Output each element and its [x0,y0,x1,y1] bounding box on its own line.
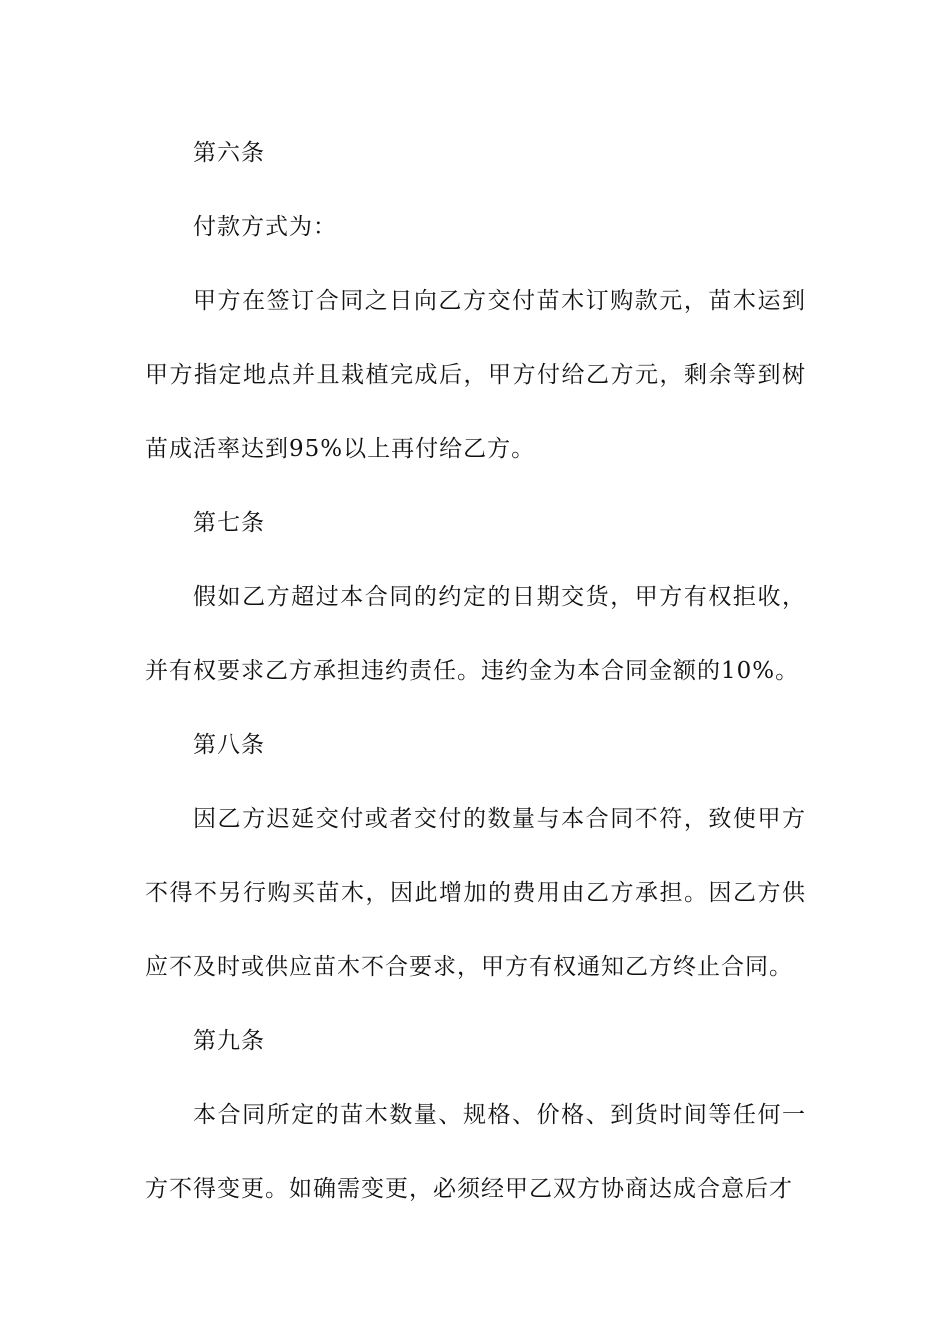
document-body [145,116,806,1226]
article-heading-8: 第八条 [193,732,265,758]
article-heading-9: 第九条 [193,1028,265,1054]
paragraph-contract-changes: 本合同所定的苗木数量、规格、价格、到货时间等任何一方不得变更。如确需变更，必须经甲乙双方协商达成合意后才 [145,1102,806,1202]
article-heading-6: 第六条 [193,140,265,166]
paragraph-payment-terms: 甲方在签订合同之日向乙方交付苗木订购款元，苗木运到甲方指定地点并且栽植完成后，甲方付给乙方元，剩余等到树苗成活率达到95%以上再付给乙方。 [145,288,806,462]
paragraph-late-delivery: 假如乙方超过本合同的约定的日期交货，甲方有权拒收，并有权要求乙方承担违约责任。违约金为本合同金额的10%。 [145,584,806,684]
paragraph-nonconforming-delivery: 因乙方迟延交付或者交付的数量与本合同不符，致使甲方不得不另行购买苗木，因此增加的费用由乙方承担。因乙方供应不及时或供应苗木不合要求，甲方有权通知乙方终止合同。 [145,806,806,980]
article-heading-7: 第七条 [193,510,265,536]
paragraph-payment-intro: 付款方式为： [193,214,337,240]
